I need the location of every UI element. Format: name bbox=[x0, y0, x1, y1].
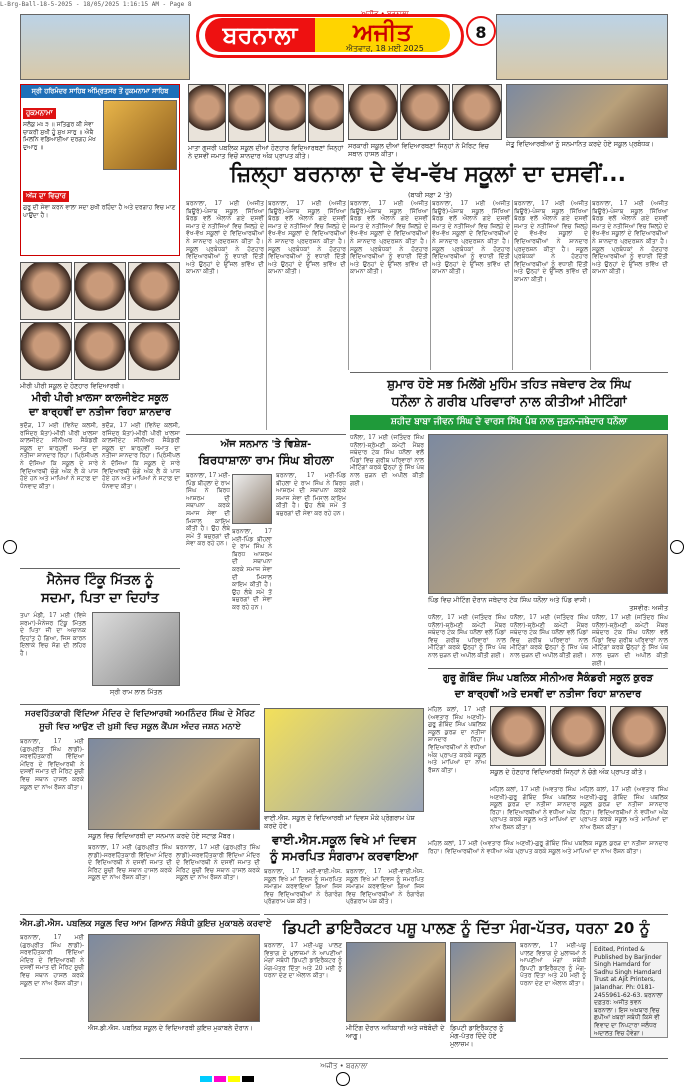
asm-body: ਬਰਨਾਲਾ, 17 ਮਈ (ਗੁਰਪ੍ਰੀਤ ਸਿੰਘ ਲਾਡੀ)-ਸਰਵਹਿੱਤਕਾਰੀ ਵਿੱਦਿਆ ਮੰਦਿਰ ਦੇ ਵਿਦਿਆਰਥੀ ਨੇ ਦਸਵੀਂ ਜਮਾਤ ਦੀ ਮੈਰਿਟ ਸੂਚੀ ਵਿਚ ਸਥਾਨ ਹਾਸਲ ਕਰਕੇ ਸਕੂਲ ਦਾ ਨਾਂਅ ਰੌਸ਼ਨ ਕੀਤਾ। bbox=[20, 934, 84, 987]
bottom-body-1: ਬਰਨਾਲਾ, 17 ਮਈ-ਪਸ਼ੂ ਪਾਲਣ ਵਿਭਾਗ ਦੇ ਮੁਲਾਜ਼ਮਾਂ ਨੇ ਆਪਣੀਆਂ ਮੰਗਾਂ ਸਬੰਧੀ ਡਿਪਟੀ ਡਾਇਰੈਕਟਰ ਨੂੰ ਮੰਗ-ਪੱਤਰ ਦਿੱਤਾ ਅਤੇ 20 ਮਈ ਨੂੰ ਧਰਨਾ ਦੇਣ ਦਾ ਐਲਾਨ ਕੀਤਾ। bbox=[264, 942, 342, 980]
student-photo bbox=[490, 706, 546, 766]
ggs-body-3: ਮਹਿਲ ਕਲਾਂ, 17 ਮਈ (ਅਵਤਾਰ ਸਿੰਘ ਅਣਖੀ)-ਗੁਰੂ ਗੋਬਿੰਦ ਸਿੰਘ ਪਬਲਿਕ ਸਕੂਲ ਕੁਰੜ ਦਾ ਨਤੀਜਾ ਸ਼ਾਨਦਾਰ ਰਿਹਾ। ਵਿਦਿਆਰਥੀਆਂ ਨੇ ਵਧੀਆ ਅੰਕ ਪ੍ਰਾਪਤ ਕਰਕੇ ਸਕੂਲ ਅਤੇ ਮਾਪਿਆਂ ਦਾ ਨਾਂਅ ਰੌਸ਼ਨ ਕੀਤਾ। bbox=[580, 786, 668, 831]
student-photo bbox=[128, 262, 180, 320]
felicitation-photo bbox=[506, 84, 668, 138]
student-photo bbox=[128, 322, 180, 380]
bottom-photo-1 bbox=[346, 942, 446, 1022]
student-photo bbox=[610, 706, 668, 766]
registration-mark bbox=[3, 540, 17, 554]
honour-headline: ਬਿਰਧਾਸ਼ਾਲਾ ਰਾਮ ਸਿੰਘ ਬੀਹਲਾ bbox=[198, 453, 334, 467]
top-caption-3: ਜੇਤੂ ਵਿਦਿਆਰਥੀਆਂ ਨੂੰ ਸਨਮਾਨਿਤ ਕਰਦੇ ਹੋਏ ਸਕੂਲ ਪ੍ਰਬੰਧਕ। bbox=[506, 140, 655, 148]
bottom-caption-2: ਡਿਪਟੀ ਡਾਇਰੈਕਟਰ ਨੂੰ ਮੰਗ-ਪੱਤਰ ਦਿੰਦੇ ਹੋਏ ਮੁਲਾਜ਼ਮ। bbox=[450, 1024, 504, 1048]
sarvhitkari-caption: ਸਕੂਲ ਵਿਚ ਵਿਦਿਆਰਥੀ ਦਾ ਸਨਮਾਨ ਕਰਦੇ ਹੋਏ ਸਟਾਫ਼ ਮੈਂਬਰ। bbox=[88, 832, 236, 840]
imprint-box: Edited, Printed & Published by Barjinder Singh Hamdard for Sadhu Singh Hamdard Trust at Ajit Printers, Jalandhar. Ph: 0181-2455961-62-63. ਬਰਨਾਲਾ ਦਫ਼ਤਰ: ਅਜੀਤ ਭਵਨ ਬਰਨਾਲਾ। ਇਸ ਅਖ਼ਬਾਰ ਵਿਚ ਛਪੀਆਂ ਖ਼ਬਰਾਂ ਸਬੰਧੀ ਕਿਸੇ ਵੀ ਵਿਵਾਦ ਦਾ ਨਿਪਟਾਰਾ ਜਲੰਧਰ ਅਦਾਲਤ ਵਿਚ ਹੋਵੇਗਾ। bbox=[590, 942, 668, 1038]
top-caption-1: ਮਾਤਾ ਗੁਜਰੀ ਪਬਲਿਕ ਸਕੂਲ ਦੀਆਂ ਹੋਣਹਾਰ ਵਿਦਿਆਰਥਣਾਂ ਜਿਨ੍ਹਾਂ ਨੇ ਦਸਵੀਂ ਜਮਾਤ ਵਿਚੋਂ ਸ਼ਾਨਦਾਰ ਅੰਕ ਪ੍ਰਾਪਤ ਕੀਤੇ। bbox=[188, 144, 344, 160]
mothers-day-body-1: ਬਰਨਾਲਾ, 17 ਮਈ-ਵਾਈ.ਐਸ. ਸਕੂਲ ਵਿਖੇ ਮਾਂ ਦਿਵਸ ਨੂੰ ਸਮਰਪਿਤ ਸਮਾਗਮ ਕਰਵਾਇਆ ਗਿਆ ਜਿਸ ਵਿਚ ਵਿਦਿਆਰਥੀਆਂ ਨੇ ਰੰਗਾਰੰਗ ਪ੍ਰੋਗਰਾਮ ਪੇਸ਼ ਕੀਤੇ। bbox=[264, 868, 342, 906]
ggs-body-4: ਮਹਿਲ ਕਲਾਂ, 17 ਮਈ (ਅਵਤਾਰ ਸਿੰਘ ਅਣਖੀ)-ਗੁਰੂ ਗੋਬਿੰਦ ਸਿੰਘ ਪਬਲਿਕ ਸਕੂਲ ਕੁਰੜ ਦਾ ਨਤੀਜਾ ਸ਼ਾਨਦਾਰ ਰਿਹਾ। ਵਿਦਿਆਰਥੀਆਂ ਨੇ ਵਧੀਆ ਅੰਕ ਪ੍ਰਾਪਤ ਕਰਕੇ ਸਕੂਲ ਅਤੇ ਮਾਪਿਆਂ ਦਾ ਨਾਂਅ ਰੌਸ਼ਨ ਕੀਤਾ। bbox=[428, 840, 668, 855]
hukamnama-box bbox=[20, 84, 180, 256]
sarvhitkari-body: ਬਰਨਾਲਾ, 17 ਮਈ (ਗੁਰਪ੍ਰੀਤ ਸਿੰਘ ਲਾਡੀ)-ਸਰਵਹਿੱਤਕਾਰੀ ਵਿੱਦਿਆ ਮੰਦਿਰ ਦੇ ਵਿਦਿਆਰਥੀ ਨੇ ਦਸਵੀਂ ਜਮਾਤ ਦੀ ਮੈਰਿਟ ਸੂਚੀ ਵਿਚ ਸਥਾਨ ਹਾਸਲ ਕਰਕੇ ਸਕੂਲ ਦਾ ਨਾਂਅ ਰੌਸ਼ਨ ਕੀਤਾ। bbox=[20, 738, 84, 791]
main-story-col-5: ਬਰਨਾਲਾ, 17 ਮਈ (ਅਜੀਤ ਬਿਊਰੋ)-ਪੰਜਾਬ ਸਕੂਲ ਸਿੱਖਿਆ ਬੋਰਡ ਵਲੋਂ ਐਲਾਨੇ ਗਏ ਦਸਵੀਂ ਜਮਾਤ ਦੇ ਨਤੀਜਿਆਂ ਵਿਚ ਜ਼ਿਲ੍ਹੇ ਦੇ ਵੱਖ-ਵੱਖ ਸਕੂਲਾਂ ਦੇ ਵਿਦਿਆਰਥੀਆਂ ਨੇ ਸ਼ਾਨਦਾਰ ਪ੍ਰਦਰਸ਼ਨ ਕੀਤਾ ਹੈ। ਸਕੂਲ ਪ੍ਰਬੰਧਕਾਂ ਨੇ ਹੋਣਹਾਰ ਵਿਦਿਆਰਥੀਆਂ ਨੂੰ ਵਧਾਈ ਦਿੱਤੀ ਅਤੇ ਉਨ੍ਹਾਂ ਦੇ ਉੱਜਲ ਭਵਿੱਖ ਦੀ ਕਾਮਨਾ ਕੀਤੀ। bbox=[514, 200, 588, 283]
golden-temple-photo bbox=[103, 100, 177, 170]
meeting-headline-1: ਸ਼ੁਮਾਰ ਹੋਏ ਸਭ ਮਿਲੇਂਗੇ ਮੁਹਿੰਮ ਤਹਿਤ ਜਥੇਦਾਰ ਟੇਕ ਸਿੰਘ bbox=[387, 377, 631, 391]
student-photo bbox=[74, 262, 126, 320]
student-photo bbox=[308, 84, 344, 142]
mothers-day-photo bbox=[264, 708, 424, 812]
student-photo bbox=[452, 84, 502, 140]
masthead-date: ਐਤਵਾਰ, 18 ਮਈ 2025 bbox=[346, 44, 424, 53]
mothers-day-caption: ਵਾਈ.ਐਸ. ਸਕੂਲ ਦੇ ਵਿਦਿਆਰਥੀ ਮਾਂ ਦਿਵਸ ਮੌਕੇ ਪ੍ਰੋਗਰਾਮ ਪੇਸ਼ ਕਰਦੇ ਹੋਏ। bbox=[264, 814, 415, 830]
city-photo bbox=[496, 14, 668, 80]
meeting-body-2: ਧਨੌਲਾ, 17 ਮਈ (ਜਤਿੰਦਰ ਸਿੰਘ ਧਨੌਲਾ)-ਸ਼੍ਰੋਮਣੀ ਕਮੇਟੀ ਮੈਂਬਰ ਜਥੇਦਾਰ ਟੇਕ ਸਿੰਘ ਧਨੌਲਾ ਵਲੋਂ ਪਿੰਡਾਂ ਵਿਚ ਗਰੀਬ ਪਰਿਵਾਰਾਂ ਨਾਲ ਮੀਟਿੰਗਾਂ ਕਰਕੇ ਉਨ੍ਹਾਂ ਨੂੰ ਸਿੱਖ ਪੰਥ ਨਾਲ ਜੁੜਨ ਦੀ ਅਪੀਲ ਕੀਤੀ ਗਈ। bbox=[428, 614, 506, 659]
ggs-body-2: ਮਹਿਲ ਕਲਾਂ, 17 ਮਈ (ਅਵਤਾਰ ਸਿੰਘ ਅਣਖੀ)-ਗੁਰੂ ਗੋਬਿੰਦ ਸਿੰਘ ਪਬਲਿਕ ਸਕੂਲ ਕੁਰੜ ਦਾ ਨਤੀਜਾ ਸ਼ਾਨਦਾਰ ਰਿਹਾ। ਵਿਦਿਆਰਥੀਆਂ ਨੇ ਵਧੀਆ ਅੰਕ ਪ੍ਰਾਪਤ ਕਰਕੇ ਸਕੂਲ ਅਤੇ ਮਾਪਿਆਂ ਦਾ ਨਾਂਅ ਰੌਸ਼ਨ ਕੀਤਾ। bbox=[490, 786, 576, 831]
mothers-day-headline-1: ਵਾਈ.ਐਸ.ਸਕੂਲ ਵਿਖੇ ਮਾਂ ਦਿਵਸ bbox=[272, 833, 416, 847]
miri-piri-headline-2: ਦਾ ਬਾਰ੍ਹਵੀਂ ਦਾ ਨਤੀਜਾ ਰਿਹਾ ਸ਼ਾਨਦਾਰ bbox=[29, 407, 171, 418]
ggs-caption: ਸਕੂਲ ਦੇ ਹੋਣਹਾਰ ਵਿਦਿਆਰਥੀ ਜਿਨ੍ਹਾਂ ਨੇ ਚੰਗੇ ਅੰਕ ਪ੍ਰਾਪਤ ਕੀਤੇ। bbox=[490, 768, 647, 776]
ggs-headline-2: ਦਾ ਬਾਰ੍ਹਵੀਂ ਅਤੇ ਦਸਵੀਂ ਦਾ ਨਤੀਜਾ ਰਿਹਾ ਸ਼ਾਨਦਾਰ bbox=[454, 689, 642, 700]
hukamnama-text: ਸਲੋਕੁ ਮਃ ੩ ॥ ਸਤਿਗੁਰ ਕੀ ਸੇਵਾ ਚਾਕਰੀ ਸੁਖੀ ਹੂੰ ਸੁਖ ਸਾਰੁ ॥ ਐਥੈ ਮਿਲਨਿ ਵਡਿਆਈਆ ਦਰਗਹ ਮੋਖ ਦੁਆਰੁ ॥ bbox=[23, 121, 96, 151]
ram-singh-photo bbox=[232, 474, 272, 524]
student-photo bbox=[550, 706, 606, 766]
student-photo bbox=[20, 322, 72, 380]
mothers-day-headline-2: ਨੂੰ ਸਮਰਪਿਤ ਸੰਗਰਾਮ ਕਰਵਾਇਆ bbox=[269, 849, 419, 863]
thought-text: ਗੁਰੂ ਦੀ ਸੇਵਾ ਕਰਨ ਵਾਲਾ ਸਦਾ ਸੁਖੀ ਰਹਿੰਦਾ ਹੈ ਅਤੇ ਦਰਗਾਹ ਵਿਚ ਮਾਣ ਪਾਉਂਦਾ ਹੈ। bbox=[23, 204, 176, 219]
main-story-col-2: ਬਰਨਾਲਾ, 17 ਮਈ (ਅਜੀਤ ਬਿਊਰੋ)-ਪੰਜਾਬ ਸਕੂਲ ਸਿੱਖਿਆ ਬੋਰਡ ਵਲੋਂ ਐਲਾਨੇ ਗਏ ਦਸਵੀਂ ਜਮਾਤ ਦੇ ਨਤੀਜਿਆਂ ਵਿਚ ਜ਼ਿਲ੍ਹੇ ਦੇ ਵੱਖ-ਵੱਖ ਸਕੂਲਾਂ ਦੇ ਵਿਦਿਆਰਥੀਆਂ ਨੇ ਸ਼ਾਨਦਾਰ ਪ੍ਰਦਰਸ਼ਨ ਕੀਤਾ ਹੈ। ਸਕੂਲ ਪ੍ਰਬੰਧਕਾਂ ਨੇ ਹੋਣਹਾਰ ਵਿਦਿਆਰਥੀਆਂ ਨੂੰ ਵਧਾਈ ਦਿੱਤੀ ਅਤੇ ਉਨ੍ਹਾਂ ਦੇ ਉੱਜਲ ਭਵਿੱਖ ਦੀ ਕਾਮਨਾ ਕੀਤੀ। bbox=[268, 200, 346, 276]
condolence-headline-2: ਸਦਮਾ, ਪਿਤਾ ਦਾ ਦਿਹਾਂਤ bbox=[41, 591, 159, 606]
student-photo bbox=[20, 262, 72, 320]
ggs-headline-1: ਗੁਰੂ ਗੋਬਿੰਦ ਸਿੰਘ ਪਬਲਿਕ ਸੀਨੀਅਰ ਸੈਕੰਡਰੀ ਸਕੂਲ ਕੁਰੜ bbox=[442, 673, 654, 684]
meeting-caption: ਪਿੰਡ ਵਿਚ ਮੀਟਿੰਗ ਦੌਰਾਨ ਜਥੇਦਾਰ ਟੇਕ ਸਿੰਘ ਧਨੌਲਾ ਅਤੇ ਪਿੰਡ ਵਾਸੀ। bbox=[428, 596, 591, 604]
sarvhitkari-body-2: ਬਰਨਾਲਾ, 17 ਮਈ (ਗੁਰਪ੍ਰੀਤ ਸਿੰਘ ਲਾਡੀ)-ਸਰਵਹਿੱਤਕਾਰੀ ਵਿੱਦਿਆ ਮੰਦਿਰ ਦੇ ਵਿਦਿਆਰਥੀ ਨੇ ਦਸਵੀਂ ਜਮਾਤ ਦੀ ਮੈਰਿਟ ਸੂਚੀ ਵਿਚ ਸਥਾਨ ਹਾਸਲ ਕਰਕੇ ਸਕੂਲ ਦਾ ਨਾਂਅ ਰੌਸ਼ਨ ਕੀਤਾ। bbox=[88, 844, 172, 882]
meeting-headline-2: ਧਨੌਲਾ ਨੇ ਗਰੀਬ ਪਰਿਵਾਰਾਂ ਨਾਲ ਕੀਤੀਆਂ ਮੀਟਿੰਗਾਂ bbox=[391, 395, 627, 410]
footer-label: ਅਜੀਤ • ਬਰਨਾਲਾ bbox=[320, 1062, 368, 1070]
bottom-caption-1: ਮੀਟਿੰਗ ਦੌਰਾਨ ਅਧਿਕਾਰੀ ਅਤੇ ਜਥੇਬੰਦੀ ਦੇ ਆਗੂ। bbox=[346, 1024, 445, 1040]
meeting-greenbar: ਸ਼ਹੀਦ ਬਾਬਾ ਜੀਵਨ ਸਿੰਘ ਦੇ ਵਾਰਸ ਸਿੱਖ ਪੰਥ ਨਾਲ ਜੁੜਨ-ਜਥੇਦਾਰ ਧਨੌਲਾ bbox=[350, 415, 668, 430]
color-swatch bbox=[200, 1076, 212, 1082]
student-photo bbox=[400, 84, 450, 140]
student-photo bbox=[188, 84, 226, 142]
sarvhitkari-headline-2: ਸੂਚੀ ਵਿਚ ਆਉਣ ਦੀ ਖ਼ੁਸ਼ੀ ਵਿਚ ਸਕੂਲ ਕੈਂਪਸ ਅੰਦਰ ਜਸ਼ਨ ਮਨਾਏ bbox=[39, 722, 241, 732]
color-swatch bbox=[228, 1076, 240, 1082]
meeting-body-3: ਧਨੌਲਾ, 17 ਮਈ (ਜਤਿੰਦਰ ਸਿੰਘ ਧਨੌਲਾ)-ਸ਼੍ਰੋਮਣੀ ਕਮੇਟੀ ਮੈਂਬਰ ਜਥੇਦਾਰ ਟੇਕ ਸਿੰਘ ਧਨੌਲਾ ਵਲੋਂ ਪਿੰਡਾਂ ਵਿਚ ਗਰੀਬ ਪਰਿਵਾਰਾਂ ਨਾਲ ਮੀਟਿੰਗਾਂ ਕਰਕੇ ਉਨ੍ਹਾਂ ਨੂੰ ਸਿੱਖ ਪੰਥ ਨਾਲ ਜੁੜਨ ਦੀ ਅਪੀਲ ਕੀਤੀ ਗਈ। bbox=[510, 614, 588, 659]
color-swatch bbox=[242, 1076, 254, 1082]
bottom-headline: ਡਿਪਟੀ ਡਾਇਰੈਕਟਰ ਪਸ਼ੂ ਪਾਲਣ ਨੂੰ ਦਿੱਤਾ ਮੰਗ-ਪੱਤਰ, ਧਰਨਾ 20 ਨੂੰ bbox=[282, 919, 650, 937]
color-swatch bbox=[214, 1076, 226, 1082]
honour-body-3: ਬਰਨਾਲਾ, 17 ਮਈ-ਪਿੰਡ ਬੀਹਲਾ ਦੇ ਰਾਮ ਸਿੰਘ ਨੇ ਬਿਰਧ ਆਸ਼ਰਮ ਦੀ ਸਥਾਪਨਾ ਕਰਕੇ ਸਮਾਜ ਸੇਵਾ ਦੀ ਮਿਸਾਲ ਕਾਇਮ ਕੀਤੀ ਹੈ। ਉਹ ਲੰਬੇ ਸਮੇਂ ਤੋਂ ਬਜ਼ੁਰਗਾਂ ਦੀ ਸੇਵਾ ਕਰ ਰਹੇ ਹਨ। bbox=[276, 472, 346, 517]
masthead-city: ਬਰਨਾਲਾ bbox=[205, 18, 315, 52]
portrait-photo bbox=[92, 612, 180, 686]
student-photo bbox=[228, 84, 266, 142]
student-photo bbox=[268, 84, 306, 142]
miri-piri-body-1: ਭਦੌੜ, 17 ਮਈ (ਵਿਨੋਦ ਕਲਸੀ, ਰਜਿੰਦਰ ਬੱਤਾ)-ਮੀਰੀ ਪੀਰੀ ਖ਼ਾਲਸਾ ਕਾਲਜੀਏਟ ਸੀਨੀਅਰ ਸੈਕੰਡਰੀ ਸਕੂਲ ਦਾ ਬਾਰ੍ਹਵੀਂ ਜਮਾਤ ਦਾ ਨਤੀਜਾ ਸ਼ਾਨਦਾਰ ਰਿਹਾ। ਪ੍ਰਿੰਸੀਪਲ ਨੇ ਦੱਸਿਆ ਕਿ ਸਕੂਲ ਦੇ ਸਾਰੇ ਵਿਦਿਆਰਥੀ ਚੰਗੇ ਅੰਕ ਲੈ ਕੇ ਪਾਸ ਹੋਏ ਹਨ ਅਤੇ ਮਾਪਿਆਂ ਨੇ ਸਟਾਫ਼ ਦਾ ਧੰਨਵਾਦ ਕੀਤਾ। bbox=[20, 422, 98, 490]
meeting-body-4: ਧਨੌਲਾ, 17 ਮਈ (ਜਤਿੰਦਰ ਸਿੰਘ ਧਨੌਲਾ)-ਸ਼੍ਰੋਮਣੀ ਕਮੇਟੀ ਮੈਂਬਰ ਜਥੇਦਾਰ ਟੇਕ ਸਿੰਘ ਧਨੌਲਾ ਵਲੋਂ ਪਿੰਡਾਂ ਵਿਚ ਗਰੀਬ ਪਰਿਵਾਰਾਂ ਨਾਲ ਮੀਟਿੰਗਾਂ ਕਰਕੇ ਉਨ੍ਹਾਂ ਨੂੰ ਸਿੱਖ ਪੰਥ ਨਾਲ ਜੁੜਨ ਦੀ ਅਪੀਲ ਕੀਤੀ ਗਈ। bbox=[592, 614, 668, 667]
hukamnama-tag: ਹੁਕਮਨਾਮਾ bbox=[23, 108, 56, 119]
main-story-col-3: ਬਰਨਾਲਾ, 17 ਮਈ (ਅਜੀਤ ਬਿਊਰੋ)-ਪੰਜਾਬ ਸਕੂਲ ਸਿੱਖਿਆ ਬੋਰਡ ਵਲੋਂ ਐਲਾਨੇ ਗਏ ਦਸਵੀਂ ਜਮਾਤ ਦੇ ਨਤੀਜਿਆਂ ਵਿਚ ਜ਼ਿਲ੍ਹੇ ਦੇ ਵੱਖ-ਵੱਖ ਸਕੂਲਾਂ ਦੇ ਵਿਦਿਆਰਥੀਆਂ ਨੇ ਸ਼ਾਨਦਾਰ ਪ੍ਰਦਰਸ਼ਨ ਕੀਤਾ ਹੈ। ਸਕੂਲ ਪ੍ਰਬੰਧਕਾਂ ਨੇ ਹੋਣਹਾਰ ਵਿਦਿਆਰਥੀਆਂ ਨੂੰ ਵਧਾਈ ਦਿੱਤੀ ਅਤੇ ਉਨ੍ਹਾਂ ਦੇ ਉੱਜਲ ਭਵਿੱਖ ਦੀ ਕਾਮਨਾ ਕੀਤੀ। bbox=[350, 200, 428, 276]
main-story-col-1: ਬਰਨਾਲਾ, 17 ਮਈ (ਅਜੀਤ ਬਿਊਰੋ)-ਪੰਜਾਬ ਸਕੂਲ ਸਿੱਖਿਆ ਬੋਰਡ ਵਲੋਂ ਐਲਾਨੇ ਗਏ ਦਸਵੀਂ ਜਮਾਤ ਦੇ ਨਤੀਜਿਆਂ ਵਿਚ ਜ਼ਿਲ੍ਹੇ ਦੇ ਵੱਖ-ਵੱਖ ਸਕੂਲਾਂ ਦੇ ਵਿਦਿਆਰਥੀਆਂ ਨੇ ਸ਼ਾਨਦਾਰ ਪ੍ਰਦਰਸ਼ਨ ਕੀਤਾ ਹੈ। ਸਕੂਲ ਪ੍ਰਬੰਧਕਾਂ ਨੇ ਹੋਣਹਾਰ ਵਿਦਿਆਰਥੀਆਂ ਨੂੰ ਵਧਾਈ ਦਿੱਤੀ ਅਤੇ ਉਨ੍ਹਾਂ ਦੇ ਉੱਜਲ ਭਵਿੱਖ ਦੀ ਕਾਮਨਾ ਕੀਤੀ। bbox=[186, 200, 264, 276]
honour-body-1: ਬਰਨਾਲਾ, 17 ਮਈ-ਪਿੰਡ ਬੀਹਲਾ ਦੇ ਰਾਮ ਸਿੰਘ ਨੇ ਬਿਰਧ ਆਸ਼ਰਮ ਦੀ ਸਥਾਪਨਾ ਕਰਕੇ ਸਮਾਜ ਸੇਵਾ ਦੀ ਮਿਸਾਲ ਕਾਇਮ ਕੀਤੀ ਹੈ। ਉਹ ਲੰਬੇ ਸਮੇਂ ਤੋਂ ਬਜ਼ੁਰਗਾਂ ਦੀ ਸੇਵਾ ਕਰ ਰਹੇ ਹਨ। bbox=[186, 472, 230, 548]
masthead-brand: ਅਜੀਤ bbox=[315, 18, 450, 52]
miri-piri-headline-1: ਮੀਰੀ ਪੀਰੀ ਖ਼ਾਲਸਾ ਕਾਲਜੀਏਟ ਸਕੂਲ bbox=[31, 393, 169, 404]
sarvhitkari-photo bbox=[88, 738, 260, 830]
honour-kicker: ਅੱਜ ਸਨਮਾਨ 'ਤੇ ਵਿਸ਼ੇਸ਼- bbox=[220, 439, 312, 450]
thought-tag: ਅੱਜ ਦਾ ਵਿਚਾਰ bbox=[23, 191, 69, 202]
top-caption-2: ਸਰਕਾਰੀ ਸਕੂਲ ਦੀਆਂ ਵਿਦਿਆਰਥਣਾਂ ਜਿਨ੍ਹਾਂ ਨੇ ਮੈਰਿਟ ਵਿਚ ਸਥਾਨ ਹਾਸਲ ਕੀਤਾ। bbox=[348, 142, 489, 158]
student-photo bbox=[348, 84, 398, 140]
main-story-col-6: ਬਰਨਾਲਾ, 17 ਮਈ (ਅਜੀਤ ਬਿਊਰੋ)-ਪੰਜਾਬ ਸਕੂਲ ਸਿੱਖਿਆ ਬੋਰਡ ਵਲੋਂ ਐਲਾਨੇ ਗਏ ਦਸਵੀਂ ਜਮਾਤ ਦੇ ਨਤੀਜਿਆਂ ਵਿਚ ਜ਼ਿਲ੍ਹੇ ਦੇ ਵੱਖ-ਵੱਖ ਸਕੂਲਾਂ ਦੇ ਵਿਦਿਆਰਥੀਆਂ ਨੇ ਸ਼ਾਨਦਾਰ ਪ੍ਰਦਰਸ਼ਨ ਕੀਤਾ ਹੈ। ਸਕੂਲ ਪ੍ਰਬੰਧਕਾਂ ਨੇ ਹੋਣਹਾਰ ਵਿਦਿਆਰਥੀਆਂ ਨੂੰ ਵਧਾਈ ਦਿੱਤੀ ਅਤੇ ਉਨ੍ਹਾਂ ਦੇ ਉੱਜਲ ਭਵਿੱਖ ਦੀ ਕਾਮਨਾ ਕੀਤੀ। bbox=[592, 200, 669, 276]
hukamnama-title: ਸ੍ਰੀ ਹਰਿਮੰਦਰ ਸਾਹਿਬ ਅੰਮ੍ਰਿਤਸਰ ਤੋਂ ਹੁਕਮਨਾਮਾ ਸਾਹਿਬ bbox=[21, 85, 179, 98]
print-slug: L-Brg-Ball-18-5-2025 - 18/05/2025 1:16:15 AM - Page 8 bbox=[0, 1, 192, 8]
asm-photo bbox=[88, 934, 260, 1022]
gurdwara-photo bbox=[20, 14, 190, 80]
portrait-caption: ਸ੍ਰੀ ਰਾਮ ਲਾਲ ਮਿੱਤਲ bbox=[109, 688, 163, 696]
honour-body-2: ਬਰਨਾਲਾ, 17 ਮਈ-ਪਿੰਡ ਬੀਹਲਾ ਦੇ ਰਾਮ ਸਿੰਘ ਨੇ ਬਿਰਧ ਆਸ਼ਰਮ ਦੀ ਸਥਾਪਨਾ ਕਰਕੇ ਸਮਾਜ ਸੇਵਾ ਦੀ ਮਿਸਾਲ ਕਾਇਮ ਕੀਤੀ ਹੈ। ਉਹ ਲੰਬੇ ਸਮੇਂ ਤੋਂ ਬਜ਼ੁਰਗਾਂ ਦੀ ਸੇਵਾ ਕਰ ਰਹੇ ਹਨ। bbox=[232, 528, 272, 611]
bottom-photo-2 bbox=[450, 942, 516, 1022]
condolence-headline-1: ਮੈਨੇਜਰ ਟਿੰਕੂ ਮਿੱਤਲ ਨੂੰ bbox=[46, 573, 154, 588]
condolence-body: ਤਪਾ ਮੰਡੀ, 17 ਮਈ (ਵਿਜੇ ਸ਼ਰਮਾ)-ਮੈਨੇਜਰ ਟਿੰਕੂ ਮਿੱਤਲ ਦੇ ਪਿਤਾ ਜੀ ਦਾ ਅਚਾਨਕ ਦਿਹਾਂਤ ਹੋ ਗਿਆ, ਜਿਸ ਕਾਰਨ ਇਲਾਕੇ ਵਿਚ ਸੋਗ ਦੀ ਲਹਿਰ ਹੈ। bbox=[20, 612, 86, 657]
sarvhitkari-headline-1: ਸਰਵਹਿੱਤਕਾਰੀ ਵਿੱਦਿਆ ਮੰਦਿਰ ਦੇ ਵਿਦਿਆਰਥੀ ਅਮਨਿੰਦਰ ਸਿੰਘ ਦੇ ਮੈਰਿਟ bbox=[24, 709, 256, 719]
mothers-day-body-2: ਬਰਨਾਲਾ, 17 ਮਈ-ਵਾਈ.ਐਸ. ਸਕੂਲ ਵਿਖੇ ਮਾਂ ਦਿਵਸ ਨੂੰ ਸਮਰਪਿਤ ਸਮਾਗਮ ਕਰਵਾਇਆ ਗਿਆ ਜਿਸ ਵਿਚ ਵਿਦਿਆਰਥੀਆਂ ਨੇ ਰੰਗਾਰੰਗ ਪ੍ਰੋਗਰਾਮ ਪੇਸ਼ ਕੀਤੇ। bbox=[346, 868, 424, 906]
asm-caption: ਐਸ.ਡੀ.ਐਸ. ਪਬਲਿਕ ਸਕੂਲ ਦੇ ਵਿਦਿਆਰਥੀ ਕੁਇਜ਼ ਮੁਕਾਬਲੇ ਦੌਰਾਨ। bbox=[88, 1024, 253, 1032]
student-photo bbox=[74, 322, 126, 380]
sarvhitkari-body-3: ਬਰਨਾਲਾ, 17 ਮਈ (ਗੁਰਪ੍ਰੀਤ ਸਿੰਘ ਲਾਡੀ)-ਸਰਵਹਿੱਤਕਾਰੀ ਵਿੱਦਿਆ ਮੰਦਿਰ ਦੇ ਵਿਦਿਆਰਥੀ ਨੇ ਦਸਵੀਂ ਜਮਾਤ ਦੀ ਮੈਰਿਟ ਸੂਚੀ ਵਿਚ ਸਥਾਨ ਹਾਸਲ ਕਰਕੇ ਸਕੂਲ ਦਾ ਨਾਂਅ ਰੌਸ਼ਨ ਕੀਤਾ। bbox=[176, 844, 260, 882]
page-number: 8 bbox=[466, 16, 496, 46]
meeting-credit: ਤਸਵੀਰ: ਅਜੀਤ bbox=[629, 604, 668, 612]
registration-mark bbox=[336, 1072, 350, 1086]
ggs-body-1: ਮਹਿਲ ਕਲਾਂ, 17 ਮਈ (ਅਵਤਾਰ ਸਿੰਘ ਅਣਖੀ)-ਗੁਰੂ ਗੋਬਿੰਦ ਸਿੰਘ ਪਬਲਿਕ ਸਕੂਲ ਕੁਰੜ ਦਾ ਨਤੀਜਾ ਸ਼ਾਨਦਾਰ ਰਿਹਾ। ਵਿਦਿਆਰਥੀਆਂ ਨੇ ਵਧੀਆ ਅੰਕ ਪ੍ਰਾਪਤ ਕਰਕੇ ਸਕੂਲ ਅਤੇ ਮਾਪਿਆਂ ਦਾ ਨਾਂਅ ਰੌਸ਼ਨ ਕੀਤਾ। bbox=[428, 706, 486, 774]
bottom-body-2: ਬਰਨਾਲਾ, 17 ਮਈ-ਪਸ਼ੂ ਪਾਲਣ ਵਿਭਾਗ ਦੇ ਮੁਲਾਜ਼ਮਾਂ ਨੇ ਆਪਣੀਆਂ ਮੰਗਾਂ ਸਬੰਧੀ ਡਿਪਟੀ ਡਾਇਰੈਕਟਰ ਨੂੰ ਮੰਗ-ਪੱਤਰ ਦਿੱਤਾ ਅਤੇ 20 ਮਈ ਨੂੰ ਧਰਨਾ ਦੇਣ ਦਾ ਐਲਾਨ ਕੀਤਾ। bbox=[520, 942, 586, 987]
registration-mark bbox=[670, 540, 684, 554]
main-story-col-4: ਬਰਨਾਲਾ, 17 ਮਈ (ਅਜੀਤ ਬਿਊਰੋ)-ਪੰਜਾਬ ਸਕੂਲ ਸਿੱਖਿਆ ਬੋਰਡ ਵਲੋਂ ਐਲਾਨੇ ਗਏ ਦਸਵੀਂ ਜਮਾਤ ਦੇ ਨਤੀਜਿਆਂ ਵਿਚ ਜ਼ਿਲ੍ਹੇ ਦੇ ਵੱਖ-ਵੱਖ ਸਕੂਲਾਂ ਦੇ ਵਿਦਿਆਰਥੀਆਂ ਨੇ ਸ਼ਾਨਦਾਰ ਪ੍ਰਦਰਸ਼ਨ ਕੀਤਾ ਹੈ। ਸਕੂਲ ਪ੍ਰਬੰਧਕਾਂ ਨੇ ਹੋਣਹਾਰ ਵਿਦਿਆਰਥੀਆਂ ਨੂੰ ਵਧਾਈ ਦਿੱਤੀ ਅਤੇ ਉਨ੍ਹਾਂ ਦੇ ਉੱਜਲ ਭਵਿੱਖ ਦੀ ਕਾਮਨਾ ਕੀਤੀ। bbox=[432, 200, 510, 276]
main-headline: ਜ਼ਿਲ੍ਹਾ ਬਰਨਾਲਾ ਦੇ ਵੱਖ-ਵੱਖ ਸਕੂਲਾਂ ਦਾ ਦਸਵੀਂ... bbox=[229, 162, 627, 187]
continued-note: (ਬਾਕੀ ਸਫ਼ਾ 2 'ਤੇ) bbox=[407, 191, 453, 199]
meeting-body-1: ਧਨੌਲਾ, 17 ਮਈ (ਜਤਿੰਦਰ ਸਿੰਘ ਧਨੌਲਾ)-ਸ਼੍ਰੋਮਣੀ ਕਮੇਟੀ ਮੈਂਬਰ ਜਥੇਦਾਰ ਟੇਕ ਸਿੰਘ ਧਨੌਲਾ ਵਲੋਂ ਪਿੰਡਾਂ ਵਿਚ ਗਰੀਬ ਪਰਿਵਾਰਾਂ ਨਾਲ ਮੀਟਿੰਗਾਂ ਕਰਕੇ ਉਨ੍ਹਾਂ ਨੂੰ ਸਿੱਖ ਪੰਥ ਨਾਲ ਜੁੜਨ ਦੀ ਅਪੀਲ ਕੀਤੀ ਗਈ। bbox=[350, 434, 424, 487]
miri-piri-body-2: ਭਦੌੜ, 17 ਮਈ (ਵਿਨੋਦ ਕਲਸੀ, ਰਜਿੰਦਰ ਬੱਤਾ)-ਮੀਰੀ ਪੀਰੀ ਖ਼ਾਲਸਾ ਕਾਲਜੀਏਟ ਸੀਨੀਅਰ ਸੈਕੰਡਰੀ ਸਕੂਲ ਦਾ ਬਾਰ੍ਹਵੀਂ ਜਮਾਤ ਦਾ ਨਤੀਜਾ ਸ਼ਾਨਦਾਰ ਰਿਹਾ। ਪ੍ਰਿੰਸੀਪਲ ਨੇ ਦੱਸਿਆ ਕਿ ਸਕੂਲ ਦੇ ਸਾਰੇ ਵਿਦਿਆਰਥੀ ਚੰਗੇ ਅੰਕ ਲੈ ਕੇ ਪਾਸ ਹੋਏ ਹਨ ਅਤੇ ਮਾਪਿਆਂ ਨੇ ਸਟਾਫ਼ ਦਾ ਧੰਨਵਾਦ ਕੀਤਾ। bbox=[102, 422, 180, 490]
left-students-caption: ਮੀਰੀ ਪੀਰੀ ਸਕੂਲ ਦੇ ਹੋਣਹਾਰ ਵਿਦਿਆਰਥੀ। bbox=[20, 382, 125, 390]
meeting-photo bbox=[428, 434, 668, 594]
asm-headline: ਐਸ.ਡੀ.ਐਸ. ਪਬਲਿਕ ਸਕੂਲ ਵਿਚ ਆਮ ਗਿਆਨ ਸੰਬੰਧੀ ਕੁਇਜ਼ ਮੁਕਾਬਲੇ ਕਰਵਾਏ bbox=[20, 919, 272, 929]
